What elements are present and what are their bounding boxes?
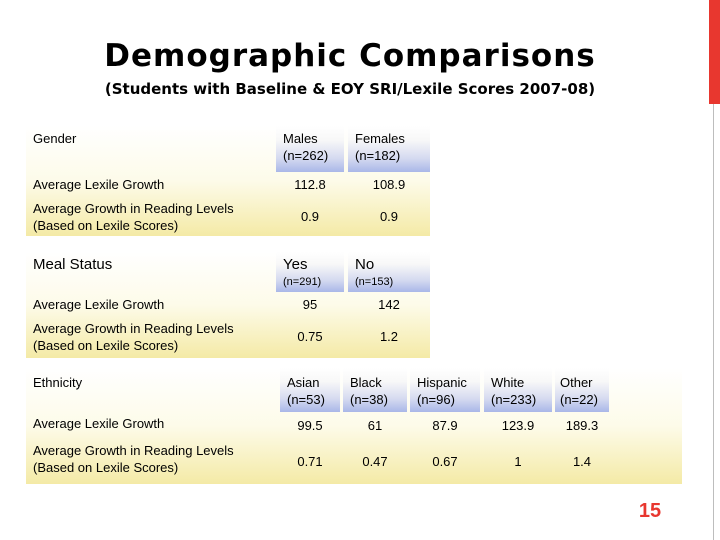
value-cell: 0.9 [300, 209, 320, 224]
row-label: Average Lexile Growth [33, 177, 165, 192]
row-label: Average Growth in Reading Levels [33, 201, 234, 216]
gender-label: Gender [33, 131, 77, 146]
column-count: (n=153) [355, 276, 394, 288]
column-name: Black [350, 375, 382, 390]
ethnicity-label: Ethnicity [33, 375, 83, 390]
page-number: 15 [638, 500, 662, 522]
column-name: No [355, 256, 375, 273]
column-count: (n=22) [560, 392, 598, 407]
value-cell: 189.3 [565, 418, 599, 433]
column-count: (n=38) [350, 392, 388, 407]
column-count: (n=233) [491, 392, 537, 407]
value-cell: 0.71 [297, 454, 323, 469]
value-cell: 142 [378, 297, 400, 312]
column-name: White [491, 375, 525, 390]
row-label-note: (Based on Lexile Scores) [33, 460, 179, 475]
row-label: Average Lexile Growth [33, 416, 165, 431]
value-cell: 123.9 [501, 418, 535, 433]
column-count: (n=182) [355, 148, 401, 163]
column-name: Hispanic [417, 375, 467, 390]
value-cell: 0.47 [362, 454, 388, 469]
column-name: Asian [287, 375, 320, 390]
value-cell: 1.2 [379, 329, 399, 344]
value-cell: 0.67 [432, 454, 458, 469]
value-cell: 112.8 [294, 177, 326, 192]
value-cell: 61 [367, 418, 383, 433]
value-cell: 1.4 [572, 454, 592, 469]
accent-bar [709, 0, 720, 104]
column-name: Yes [283, 256, 308, 273]
column-count: (n=96) [417, 392, 455, 407]
row-label: Average Lexile Growth [33, 297, 165, 312]
value-cell: 0.9 [379, 209, 399, 224]
value-cell: 108.9 [372, 177, 406, 192]
column-count: (n=53) [287, 392, 325, 407]
row-label-note: (Based on Lexile Scores) [33, 338, 179, 353]
column-count: (n=262) [283, 148, 329, 163]
column-name: Females [355, 131, 405, 146]
value-cell: 87.9 [432, 418, 458, 433]
slide-subtitle: (Students with Baseline & EOY SRI/Lexile Scores 2007-08) [104, 80, 596, 98]
row-label-note: (Based on Lexile Scores) [33, 218, 179, 233]
row-label: Average Growth in Reading Levels [33, 321, 234, 336]
column-count: (n=291) [283, 276, 322, 288]
column-name: Males [283, 131, 318, 146]
slide-title: Demographic Comparisons [104, 38, 596, 74]
column-name: Other [560, 375, 593, 390]
row-label: Average Growth in Reading Levels [33, 443, 234, 458]
accent-line [713, 104, 714, 540]
value-cell: 1 [514, 454, 522, 469]
value-cell: 99.5 [297, 418, 323, 433]
meal-label: Meal Status [33, 256, 113, 273]
value-cell: 0.75 [297, 329, 323, 344]
value-cell: 95 [302, 297, 318, 312]
